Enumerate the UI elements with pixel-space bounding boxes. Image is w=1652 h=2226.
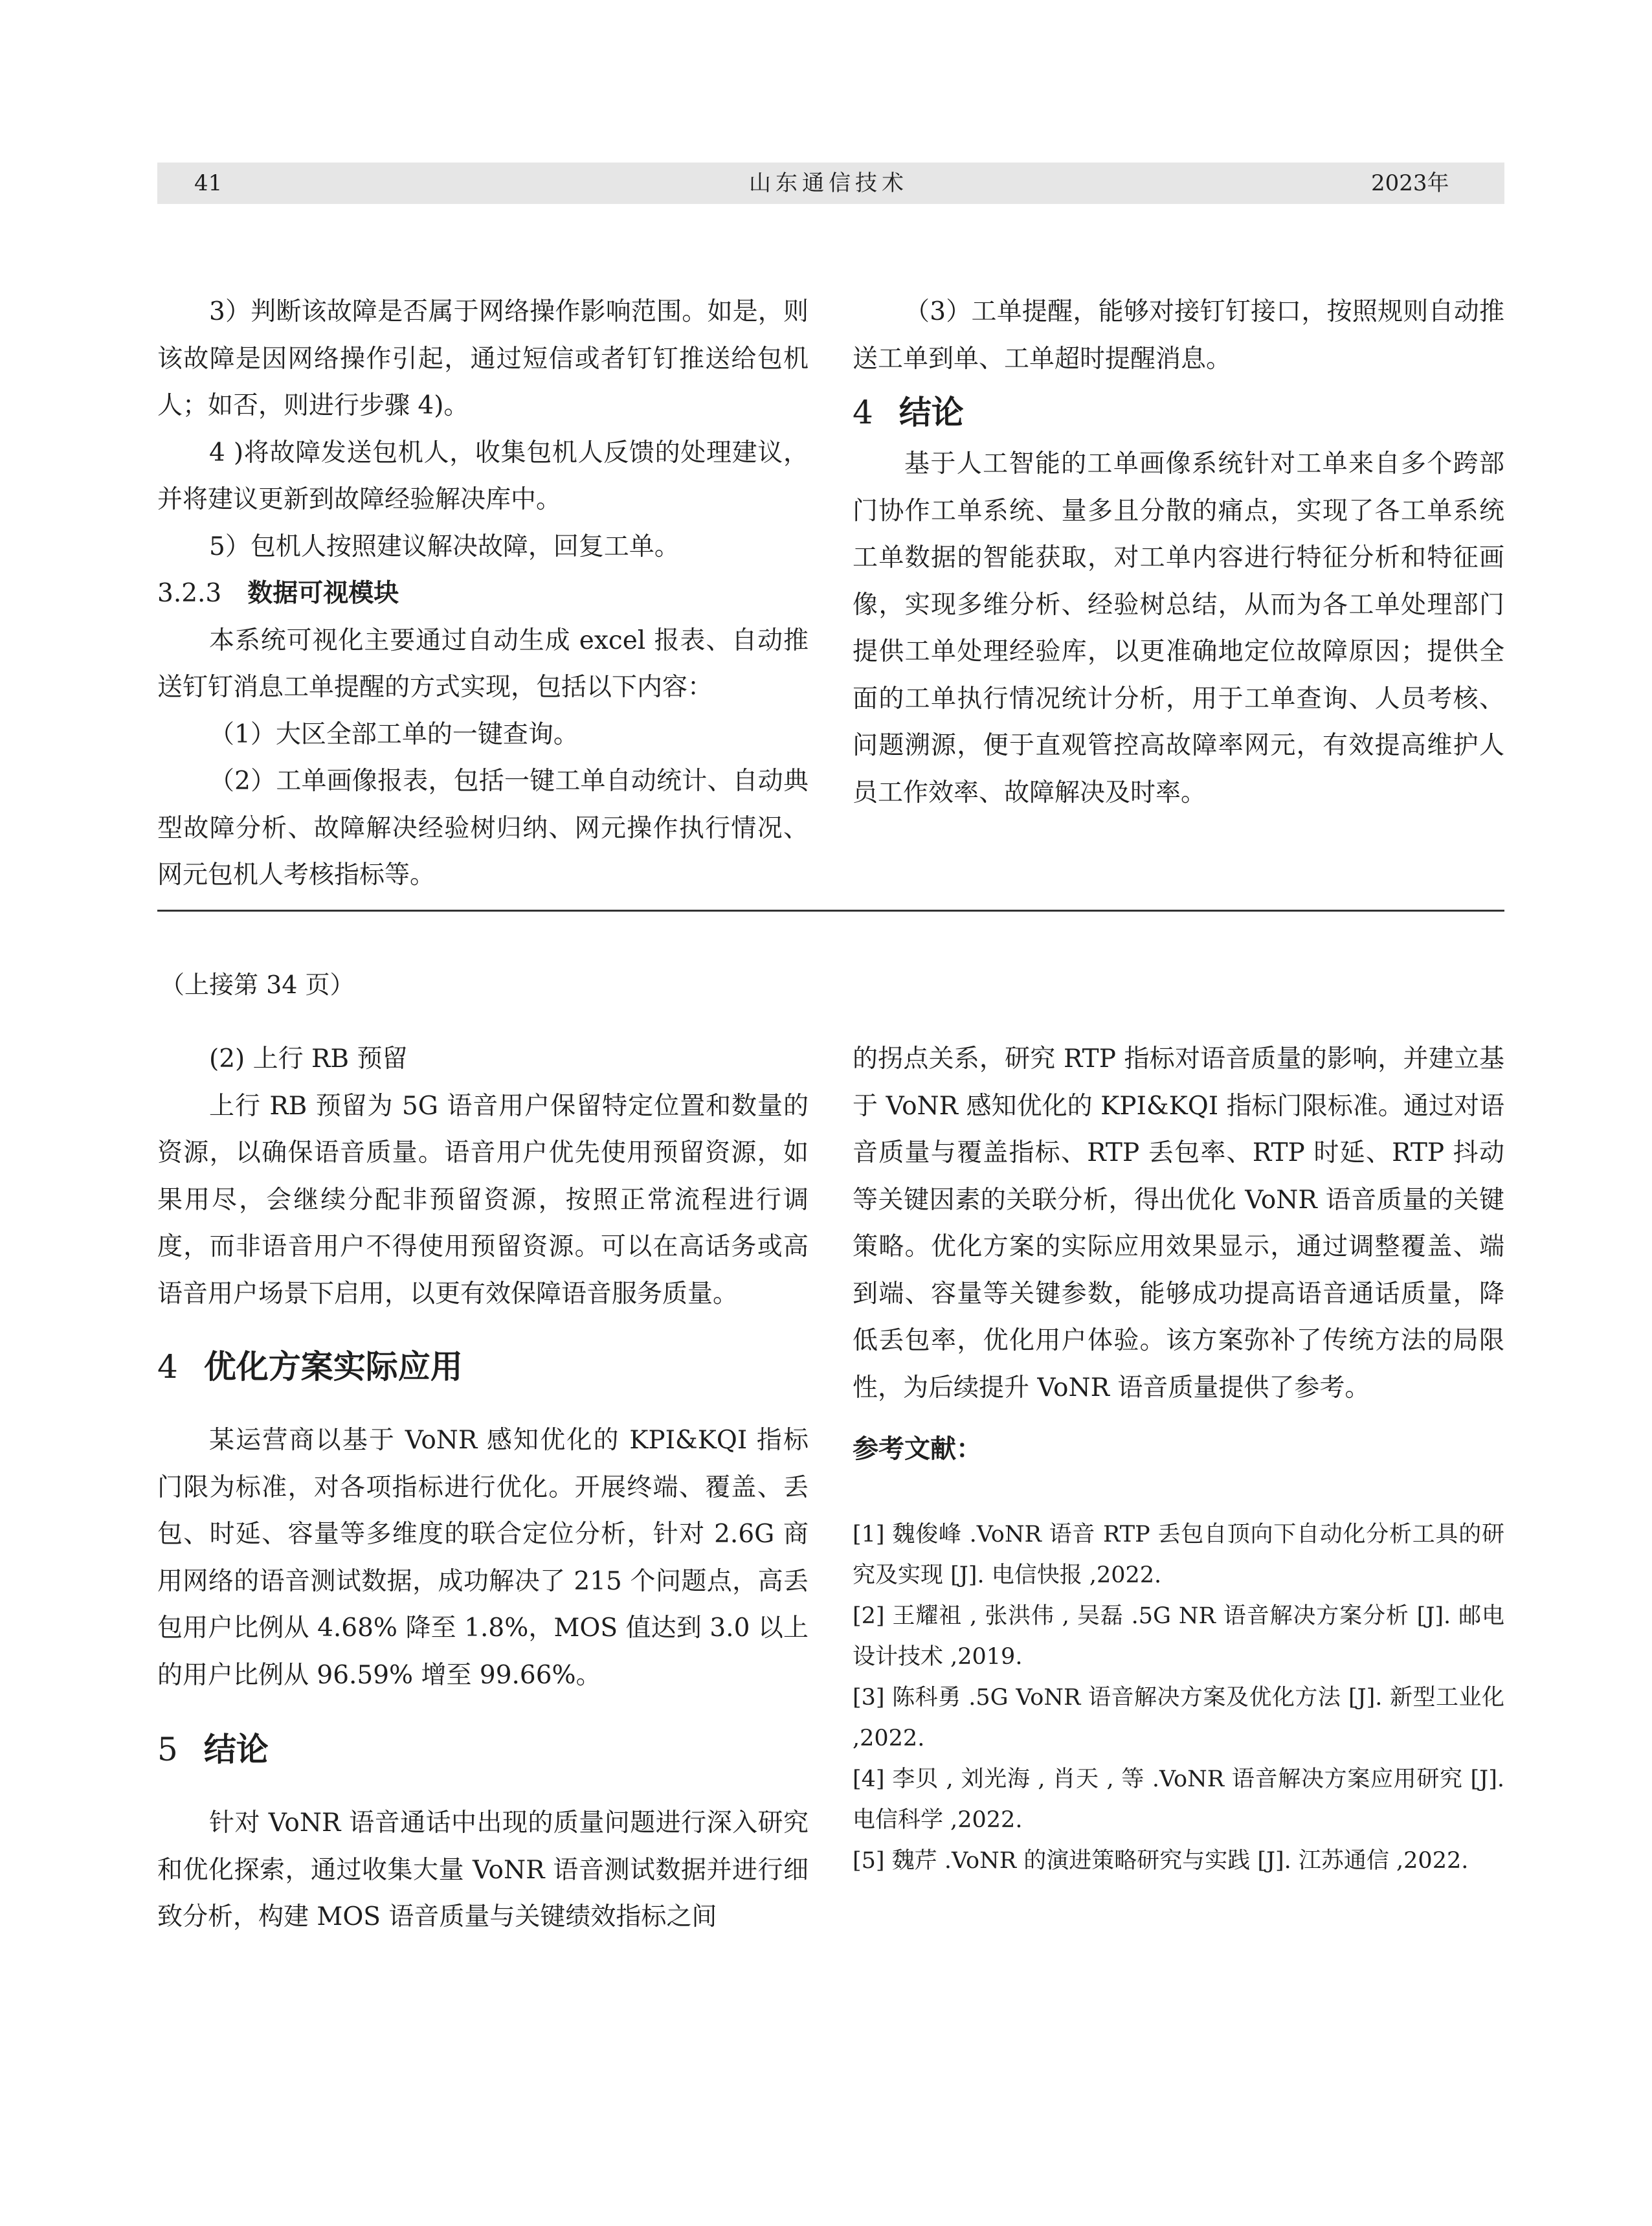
references-list: [853, 1514, 1504, 1882]
section-title: 结论: [203, 1731, 269, 1768]
article-divider: [157, 910, 1504, 912]
top-left-column: [157, 289, 809, 899]
section-number: 3.2.3: [157, 579, 222, 608]
section-title: 结论: [899, 394, 964, 431]
journal-title: 山东通信技术: [749, 170, 908, 196]
section-heading-3-2-3: [157, 570, 809, 618]
section-title: 优化方案实际应用: [203, 1348, 463, 1386]
section-number: 4: [157, 1348, 178, 1386]
list-item-2: （2）工单画像报表，包括一键工单自动统计、自动典型故障分析、故障解决经验树归纳、网元操作执行情况、网元包机人考核指标等。: [157, 767, 809, 890]
section-number: 5: [157, 1731, 178, 1768]
bottom-right-column: [853, 1036, 1504, 1882]
section-heading-conclusion: [853, 389, 1504, 436]
step-5-paragraph: 5）包机人按照建议解决故障，回复工单。: [209, 532, 680, 561]
conclusion-paragraph: 基于人工智能的工单画像系统针对工单来自多个跨部门协作工单系统、量多且分散的痛点，实现了各工单系统工单数据的智能获取，对工单内容进行特征分析和特征画像，实现多维分析、经验树总结，从而为各工单处理部门提供工单处理经验库，以更准确地定位故障原因；提供全面的工单执行情况统计分析，用于工单查询、人员考核、问题溯源，便于直观管控高故障率网元，有效提高维护人员工作效率、故障解决及时率。: [853, 449, 1504, 807]
reference-item: [2] 王耀祖 , 张洪伟 , 吴磊 .5G NR 语音解决方案分析 [J]. 邮电设计技术 ,2019.: [853, 1602, 1504, 1670]
reference-item: [3] 陈科勇 .5G VoNR 语音解决方案及优化方法 [J]. 新型工业化 ,2022.: [853, 1684, 1504, 1751]
conclusion-paragraph-2: 针对 VoNR 语音通话中出现的质量问题进行深入研究和优化探索，通过收集大量 VoNR 语音测试数据并进行细致分析，构建 MOS 语音质量与关键绩效指标之间: [157, 1808, 809, 1931]
section-number: 4: [853, 394, 873, 431]
visualization-intro-paragraph: 本系统可视化主要通过自动生成 excel 报表、自动推送钉钉消息工单提醒的方式实现，包括以下内容：: [157, 625, 809, 702]
sub-heading-uplink-rb: (2) 上行 RB 预留: [209, 1044, 408, 1074]
references-heading: 参考文献：: [853, 1434, 982, 1464]
section-heading-conclusion-2: [157, 1726, 809, 1773]
continuation-note: （上接第 34 页）: [160, 971, 355, 999]
uplink-rb-paragraph: 上行 RB 预留为 5G 语音用户保留特定位置和数量的资源，以确保语音质量。语音用户优先使用预留资源，如果用尽，会继续分配非预留资源，按照正常流程进行调度，而非语音用户不得使用预留资源。可以在高话务或高语音用户场景下启用，以更有效保障语音服务质量。: [157, 1091, 809, 1309]
top-right-column: [853, 289, 1504, 816]
section-title: 数据可视模块: [247, 579, 399, 608]
reference-item: [1] 魏俊峰 .VoNR 语音 RTP 丢包自顶向下自动化分析工具的研究及实现 [J]. 电信快报 ,2022.: [853, 1521, 1504, 1588]
reference-item: [4] 李贝 , 刘光海 , 肖天 , 等 .VoNR 语音解决方案应用研究 [J]. 电信科学 ,2022.: [853, 1766, 1504, 1833]
list-item-3: （3）工单提醒，能够对接钉钉接口，按照规则自动推送工单到单、工单超时提醒消息。: [853, 297, 1504, 374]
list-item-1: （1）大区全部工单的一键查询。: [209, 719, 579, 749]
conclusion-continued-paragraph: 的拐点关系，研究 RTP 指标对语音质量的影响，并建立基于 VoNR 感知优化的 KPI&KQI 指标门限标准。通过对语音质量与覆盖指标、RTP 丢包率、RTP 时延、RTP 抖动等关键因素的关联分析，得出优化 VoNR 语音质量的关键策略。优化方案的实际应用效果显示，通过调整覆盖、端到端、容量等关键参数，能够成功提高语音通话质量，降低丢包率，优化用户体验。该方案弥补了传统方法的局限性，为后续提升 VoNR 语音质量提供了参考。: [853, 1044, 1504, 1402]
bottom-left-column: [157, 1036, 809, 1941]
application-paragraph: 某运营商以基于 VoNR 感知优化的 KPI&KQI 指标门限为标准，对各项指标进行优化。开展终端、覆盖、丢包、时延、容量等多维度的联合定位分析，针对 2.6G 商用网络的语音测试数据，成功解决了 215 个问题点，高丢包用户比例从 4.68% 降至 1.8%，MOS 值达到 3.0 以上的用户比例从 96.59% 增至 99.66%。: [157, 1426, 809, 1690]
page-number: 41: [194, 170, 223, 196]
step-4-paragraph: 4 )将故障发送包机人，收集包机人反馈的处理建议，并将建议更新到故障经验解决库中。: [157, 438, 809, 514]
step-3-paragraph: 3）判断该故障是否属于网络操作影响范围。如是，则该故障是因网络操作引起，通过短信或者钉钉推送给包机人；如否，则进行步骤 4)。: [157, 297, 809, 420]
section-heading-application: [157, 1343, 809, 1390]
reference-item: [5] 魏芹 .VoNR 的演进策略研究与实践 [J]. 江苏通信 ,2022.: [853, 1847, 1469, 1874]
publication-year: 2023年: [1371, 170, 1449, 196]
